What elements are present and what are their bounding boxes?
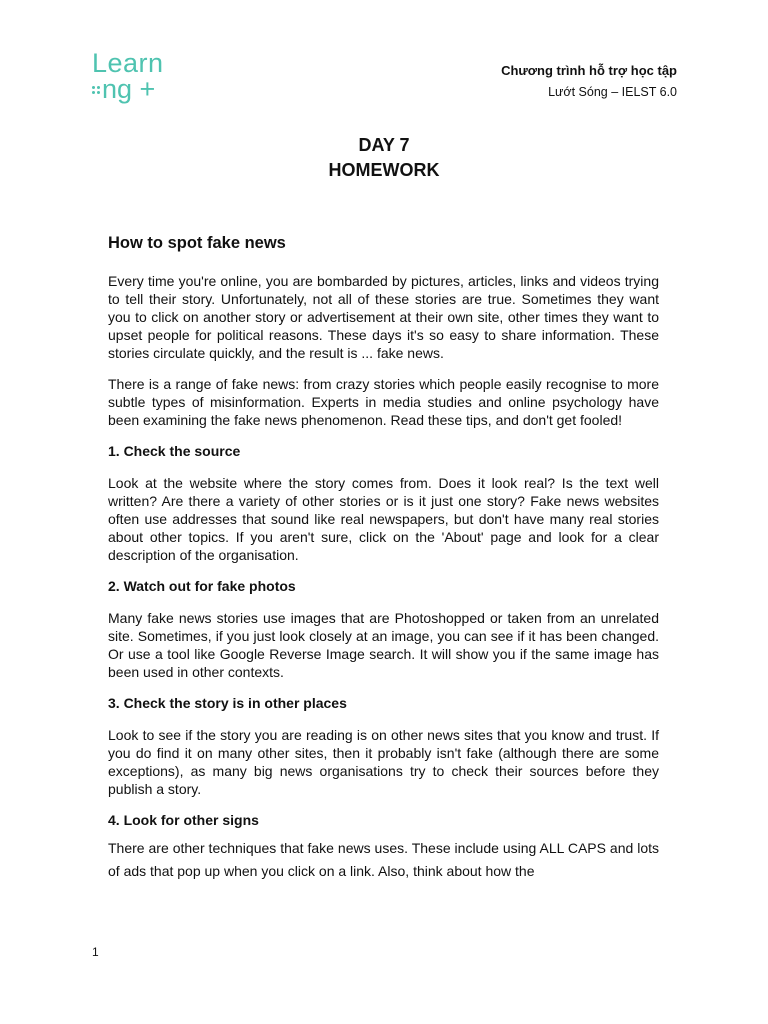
page-number: 1: [92, 945, 99, 959]
article: [108, 233, 659, 896]
section-heading-4: 4. Look for other signs: [108, 812, 259, 828]
logo-line-1: Learn: [92, 48, 164, 78]
document-header: [501, 63, 677, 100]
program-name: Chương trình hỗ trợ học tập: [501, 63, 677, 78]
section-body-1: Look at the website where the story comes from. Does it look real? Is the text well written? Are there a variety of other stories or is it just one story? Fake news websites often use addresses that sound like real newspapers, but don't have many real stories about other topics. If you aren't sure, click on the 'About' page and look for a clear description of the organisation.: [108, 475, 659, 563]
intro-paragraph-1: Every time you're online, you are bombarded by pictures, articles, links and videos trying to tell their story. Unfortunately, not all of these stories are true. Sometimes they want you to click on another story or advertisement at their own site, other times they want to upset people for political reasons. These days it's so easy to share information. These stories circulate quickly, and the result is ... fake news.: [108, 273, 659, 361]
logo-dots-icon: [92, 84, 101, 97]
homework-label: HOMEWORK: [328, 160, 440, 180]
intro-paragraph-2: There is a range of fake news: from crazy stories which people easily recognise to more subtle types of misinformation. Experts in media studies and online psychology have been examining the fake news phenomenon. Read these tips, and don't get fooled!: [108, 376, 659, 428]
day-label: DAY 7: [358, 135, 410, 155]
course-name: Lướt Sóng – IELST 6.0: [548, 85, 677, 99]
logo-line-2: [92, 76, 155, 103]
section-body-2: Many fake news stories use images that are Photoshopped or taken from an unrelated site. Sometimes, if you just look closely at an image, you can see if it has been changed. Or use a tool like Google Reverse Image search. It will show you if the same image has been used in other contexts.: [108, 610, 659, 680]
article-heading: How to spot fake news: [108, 234, 286, 252]
section-heading-3: 3. Check the story is in other places: [108, 695, 347, 711]
page-title: [0, 133, 768, 183]
section-body-3: Look to see if the story you are reading is on other news sites that you know and trust. If you do find it on many other sites, then it probably isn't fake (although there are some exceptions), as many big news organisations try to check their sources before they publish a story.: [108, 727, 659, 797]
learning-plus-logo: [92, 50, 182, 106]
logo-line-2-text: ng +: [102, 74, 156, 104]
section-heading-2: 2. Watch out for fake photos: [108, 578, 296, 594]
section-body-4: There are other techniques that fake news uses. These include using ALL CAPS and lots of ads that pop up when you click on a link. Also, think about how the: [108, 840, 659, 879]
section-heading-1: 1. Check the source: [108, 443, 241, 459]
